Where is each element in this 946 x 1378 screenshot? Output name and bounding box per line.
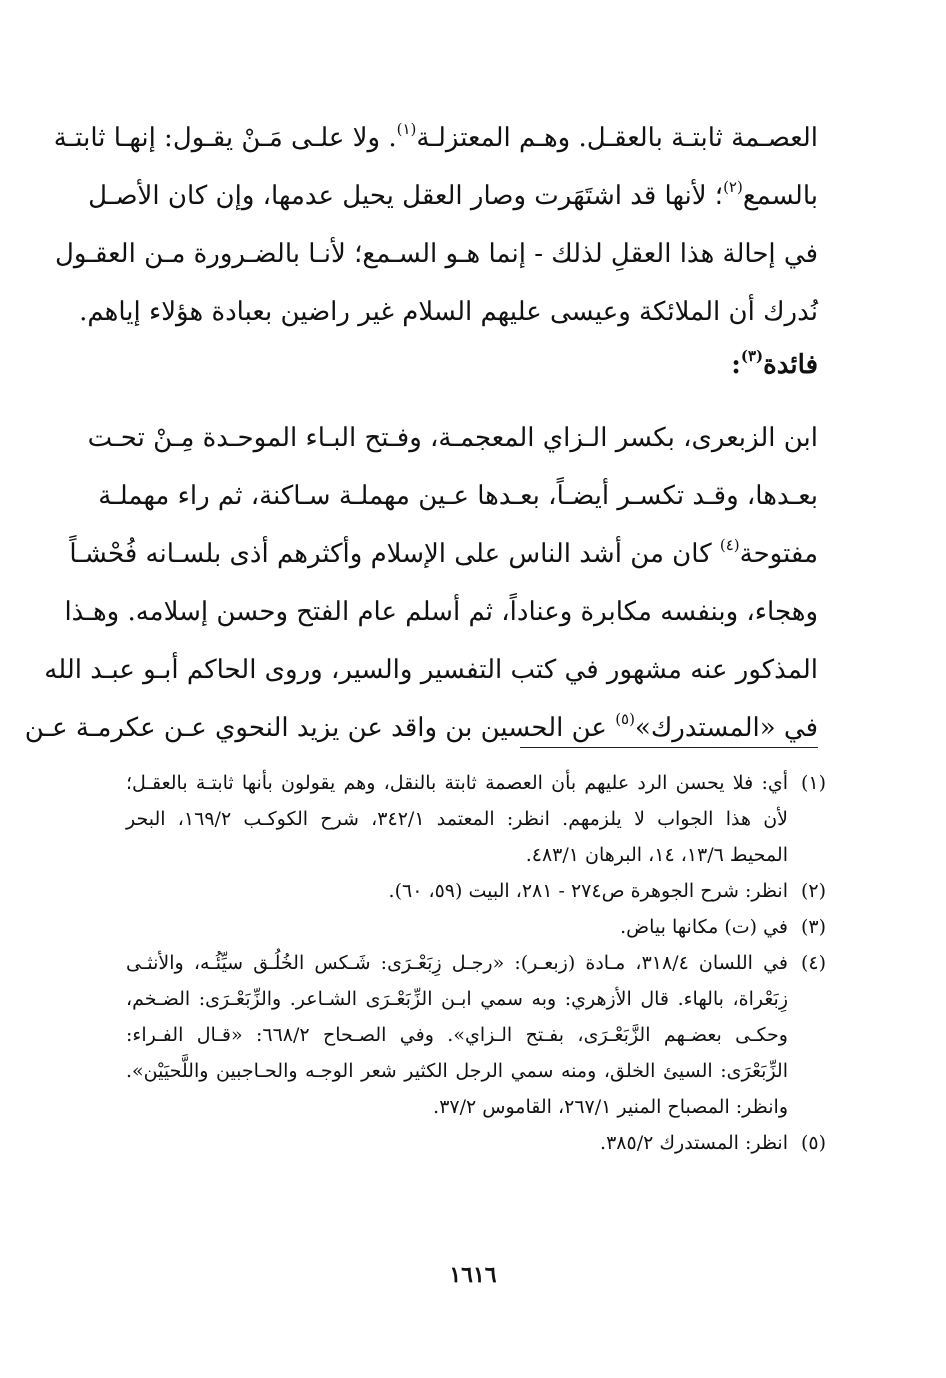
text-line: في إحالة هذا العقلِ لذلك - إنما هـو السـمع؛ لأنـا بالضـرورة مـن العقـول <box>55 239 818 269</box>
footnote-4 <box>126 948 826 1128</box>
footnote-line: أي: فلا يحسن الرد عليهم بأن العصمة ثابتة بالنقل، وهم يقولون بأنها ثابتـة بالعقـل؛ <box>126 772 788 794</box>
text-line: نُدرك أن الملائكة وعيسى عليهم السلام غير راضين بعبادة هؤلاء إياهم. <box>79 297 818 327</box>
footnote-5 <box>126 1128 826 1164</box>
text-line: بعـدها، وقـد تكسـر أيضـاً، بعـدها عـين مهملـة سـاكنة، ثم راء مهملـة <box>98 481 818 511</box>
footnote-line: انظر: المستدرك ٣٨٥/٢. <box>600 1132 788 1154</box>
footnote-line: وحكـى بعضـهم الزَّبَعْـرَى، بفـتح الـزاي». وفي الصـحاح ٦٦٨/٢: «قـال الفـراء: <box>126 1024 788 1046</box>
text-line: بالسمع$^{(٢)}$؛ لأنها قد اشتَهَرت وصار العقل يحيل عدمها، وإن كان الأصـل <box>88 178 818 211</box>
footnote-ref-2[interactable]: (٢) <box>723 178 743 196</box>
footnote-separator <box>520 747 818 748</box>
footnote-line: المحيط ١٣/٦، ١٤، البرهان ٤٨٣/١. <box>525 844 788 866</box>
heading-colon: : <box>731 350 741 380</box>
text-line: مفتوحة$^{(٤)}$ كان من أشد الناس على الإسلام وأكثرهم أذى بلسـانه فُحْشـاً <box>69 536 818 569</box>
footnote-line: زِبَعْراة، بالهاء. قال الأزهري: وبه سمي ابـن الزِّبَعْـرَى الشـاعر. والزِّبَعْـرَى: الضـخم، <box>126 988 788 1010</box>
heading-label: فائدة <box>763 350 818 380</box>
footnote-line: الزِّبَعْرَى: السيئ الخلق، ومنه سمي الرجل الكثير شعر الوجـه والحـاجبين واللَّحيَيْن». <box>126 1060 788 1082</box>
footnote-ref-3[interactable]: (٣) <box>740 347 764 365</box>
footnote-line: وانظر: المصباح المنير ٢٦٧/١، القاموس ٣٧/٢. <box>433 1096 788 1118</box>
footnote-3 <box>126 912 826 948</box>
footnote-ref-1[interactable]: (١) <box>396 120 417 138</box>
footnote-line: لأن هذا الجواب لا يلزمهم. انظر: المعتمد ٣٤٢/١، شرح الكوكـب ١٦٩/٢، البحر <box>126 808 788 830</box>
text-line: ابن الزبعرى، بكسر الـزاي المعجمـة، وفـتح البـاء الموحـدة مِـنْ تحـت <box>87 423 818 453</box>
text-line: وهجاء، وبنفسه مكابرة وعناداً، ثم أسلم عام الفتح وحسن إسلامه. وهـذا <box>64 597 818 627</box>
footnote-number: (٣) <box>800 916 826 938</box>
main-paragraph-2 <box>24 418 818 766</box>
footnote-1 <box>126 768 826 876</box>
footnote-line: انظر: شرح الجوهرة ص٢٧٤ - ٢٨١، البيت (٥٩، ٦٠). <box>388 880 788 902</box>
footnote-line: في (ت) مكانها بياض. <box>620 916 788 938</box>
footnote-2 <box>126 876 826 912</box>
footnote-number: (٢) <box>800 880 826 902</box>
footnote-ref-5[interactable]: (٥) <box>615 710 635 728</box>
text-line: العصـمة ثابتـة بالعقـل. وهـم المعتزلـة$^{(١)}$. ولا علـى مَـنْ يقـول: إنهـا ثابتـة <box>53 120 818 153</box>
footnote-number: (١) <box>800 772 826 794</box>
footnotes <box>126 768 826 1164</box>
footnote-number: (٥) <box>800 1132 826 1154</box>
footnote-ref-4[interactable]: (٤) <box>719 536 740 554</box>
footnote-line: في اللسان ٣١٨/٤، مـادة (زبعـر): «رجـل زِبَعْـرَى: شَـكس الخُلُـق سيِّئُـه، والأنثـى <box>126 952 788 974</box>
section-heading <box>731 345 818 385</box>
page-number: ١٦١٦ <box>449 1262 497 1288</box>
main-paragraph-1 <box>53 118 818 350</box>
text-line: في «المستدرك»$^{(٥)}$ عن الحسين بن واقد عن يزيد النحوي عـن عكرمـة عـن <box>24 710 818 743</box>
footnote-number: (٤) <box>800 952 826 974</box>
text-line: المذكور عنه مشهور في كتب التفسير والسير، وروى الحاكم أبـو عبـد الله <box>44 655 818 685</box>
